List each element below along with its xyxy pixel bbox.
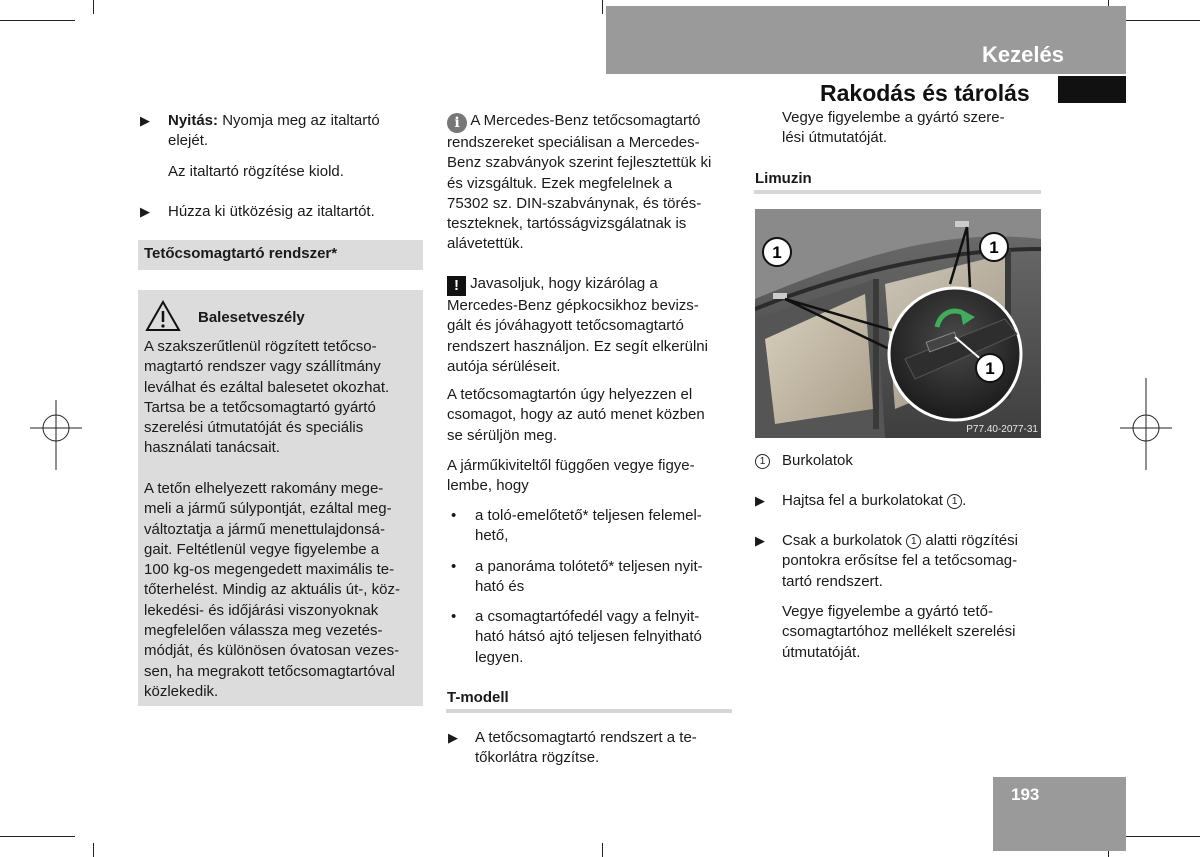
caution-line: autója sérüléseit. bbox=[447, 357, 561, 375]
caution-line: Javasoljuk, hogy kizárólag a bbox=[466, 275, 658, 292]
bullet-item bbox=[475, 607, 702, 668]
warning-title: Balesetveszély bbox=[198, 309, 305, 326]
figure-code: P77.40-2077-31 bbox=[966, 424, 1038, 435]
step-result: Az italtartó rögzítése kiold. bbox=[168, 163, 344, 180]
page-number: 193 bbox=[1011, 785, 1040, 804]
warning-paragraph-2 bbox=[144, 479, 400, 702]
chapter-header bbox=[606, 6, 1126, 74]
bullet-line: ható hátsó ajtó teljesen felnyitható bbox=[475, 628, 702, 646]
round-bullet-icon: • bbox=[451, 558, 457, 575]
load-paragraph bbox=[447, 385, 705, 446]
warning-line: tőterhelést. Mindig az aktuális út-, köz- bbox=[144, 581, 400, 599]
warning-line: sen, ha megrakott tetőcsomagtartóval bbox=[144, 662, 395, 680]
condition-line: lembe, hogy bbox=[447, 477, 529, 495]
caution-line: Mercedes-Benz gépkocsikhoz bevizs- bbox=[447, 297, 699, 314]
warning-triangle-icon bbox=[145, 300, 181, 332]
step-attach-text: Csak a burkolatok bbox=[782, 532, 907, 549]
crop-mark bbox=[93, 0, 94, 14]
warning-line: leválhat és ezáltal balesetet okozhat. bbox=[144, 378, 390, 396]
caution-line: rendszert használjon. Ez segít elkerülni bbox=[447, 337, 708, 355]
page-number-box bbox=[993, 777, 1126, 851]
condition-paragraph bbox=[447, 456, 695, 497]
bullet-line: legyen. bbox=[475, 648, 524, 666]
step-fold-text: Hajtsa fel a burkolatokat bbox=[782, 492, 948, 509]
callout-1-zoom: 1 bbox=[985, 359, 995, 378]
info-note bbox=[447, 111, 711, 255]
info-line: rendszereket speciálisan a Mercedes- bbox=[447, 134, 700, 151]
step-attach-rack bbox=[782, 531, 1018, 592]
bullet-line: a panoráma tolótető* teljesen nyit- bbox=[475, 558, 703, 575]
info-icon: i bbox=[447, 113, 467, 133]
step-arrow-icon: ▶ bbox=[448, 730, 458, 745]
limuzin-rule bbox=[754, 190, 1041, 194]
step-open-text: Nyomja meg az italtartó bbox=[218, 112, 380, 129]
bullet-line: a csomagtartófedél vagy a felnyit- bbox=[475, 608, 700, 625]
step-arrow-icon: ▶ bbox=[140, 113, 150, 128]
step-attach-text: pontokra erősítse fel a tetőcsomag- bbox=[782, 552, 1018, 570]
intro-line: lési útmutatóját. bbox=[782, 129, 888, 147]
t-modell-line: tőkorlátra rögzítse. bbox=[475, 749, 600, 767]
warning-line: A tetőn elhelyezett rakomány mege- bbox=[144, 480, 384, 497]
crop-mark bbox=[602, 843, 603, 857]
crop-mark bbox=[1125, 836, 1200, 837]
crop-mark bbox=[93, 843, 94, 857]
t-modell-rule bbox=[446, 709, 732, 713]
round-bullet-icon: • bbox=[451, 608, 457, 625]
warning-line: változtatja a jármű menettulajdonsá- bbox=[144, 520, 385, 538]
bullet-item bbox=[475, 506, 702, 547]
info-line: 75302 sz. DIN-szabványnak, és törés- bbox=[447, 194, 702, 212]
step-fold-covers bbox=[782, 491, 966, 511]
step-attach-text: alatti rögzítési bbox=[921, 532, 1018, 549]
section-tab-marker bbox=[1058, 76, 1126, 103]
t-modell-line: A tetőcsomagtartó rendszert a te- bbox=[475, 729, 697, 746]
step-arrow-icon: ▶ bbox=[755, 533, 765, 548]
warning-box bbox=[138, 290, 423, 706]
load-line: csomagot, hogy az autó menet közben bbox=[447, 406, 705, 424]
warning-line: módját, és különösen óvatosan vezes- bbox=[144, 642, 400, 660]
registration-mark-right bbox=[1120, 378, 1172, 470]
step-open-text: elejét. bbox=[168, 132, 209, 150]
warning-line: 100 kg-os megengedett maximális te- bbox=[144, 561, 395, 579]
limuzin-heading: Limuzin bbox=[755, 170, 812, 187]
info-line: teszteknek, tartósságvizsgálatnak is bbox=[447, 215, 687, 233]
warning-paragraph-1 bbox=[144, 337, 389, 459]
bullet-line: a toló-emelőtető* teljesen felemel- bbox=[475, 507, 702, 524]
warning-line: gait. Feltétlenül vegye figyelembe a bbox=[144, 540, 380, 558]
roof-rack-cover-figure bbox=[755, 209, 1041, 438]
round-bullet-icon: • bbox=[451, 507, 457, 524]
info-line: A Mercedes-Benz tetőcsomagtartó bbox=[467, 112, 701, 129]
warning-line: megfelelően válassza meg vezetés- bbox=[144, 622, 383, 640]
crop-mark bbox=[0, 20, 75, 21]
legend-number: 1 bbox=[755, 454, 770, 469]
warning-line: A szakszerűtlenül rögzített tetőcso- bbox=[144, 338, 377, 355]
step-pull: Húzza ki ütközésig az italtartót. bbox=[168, 203, 375, 220]
info-line: és vizsgáltuk. Ezek megfelelnek a bbox=[447, 174, 673, 192]
warning-line: magtartó rendszer vagy szállítmány bbox=[144, 358, 381, 376]
caution-note bbox=[447, 274, 708, 377]
manual-note-line: Vegye figyelembe a gyártó tető- bbox=[782, 603, 993, 620]
warning-line: közlekedik. bbox=[144, 682, 219, 700]
section-title: Rakodás és tárolás bbox=[820, 80, 1030, 106]
t-modell-step bbox=[475, 728, 697, 769]
legend-text: Burkolatok bbox=[782, 452, 853, 469]
t-modell-heading: T-modell bbox=[447, 689, 509, 706]
registration-mark-left bbox=[30, 400, 82, 470]
step-fold-text: . bbox=[962, 492, 967, 509]
chapter-title: Kezelés bbox=[982, 42, 1064, 67]
exclamation-icon: ! bbox=[447, 276, 466, 296]
inline-number: 1 bbox=[947, 494, 962, 509]
callout-1-left: 1 bbox=[772, 243, 782, 262]
crop-mark bbox=[602, 0, 603, 14]
step-arrow-icon: ▶ bbox=[755, 493, 765, 508]
warning-line: használati tanácsait. bbox=[144, 439, 280, 457]
info-line: alávetettük. bbox=[447, 235, 524, 253]
intro-note bbox=[782, 108, 1005, 149]
warning-line: lekedési- és időjárási viszonyoknak bbox=[144, 601, 379, 619]
warning-line: meli a jármű súlypontját, ezáltal meg- bbox=[144, 500, 392, 518]
step-open bbox=[168, 111, 380, 152]
crop-mark bbox=[1125, 20, 1200, 21]
warning-line: szerelési útmutatóját és speciális bbox=[144, 419, 364, 437]
manual-note-line: útmutatóját. bbox=[782, 643, 861, 661]
info-line: Benz szabványok szerint fejlesztettük ki bbox=[447, 154, 712, 172]
load-line: A tetőcsomagtartón úgy helyezzen el bbox=[447, 386, 693, 403]
warning-line: Tartsa be a tetőcsomagtartó gyártó bbox=[144, 398, 376, 416]
step-open-label: Nyitás: bbox=[168, 112, 219, 129]
roof-rack-heading bbox=[138, 240, 423, 270]
legend-item bbox=[755, 451, 770, 471]
bullet-line: ható és bbox=[475, 578, 525, 596]
bullet-line: hető, bbox=[475, 527, 509, 545]
callout-1-top: 1 bbox=[989, 238, 999, 257]
inline-number: 1 bbox=[906, 534, 921, 549]
crop-mark bbox=[0, 836, 75, 837]
bullet-item bbox=[475, 557, 703, 598]
intro-line: Vegye figyelembe a gyártó szere- bbox=[782, 109, 1005, 126]
roof-rack-heading-text: Tetőcsomagtartó rendszer* bbox=[144, 245, 338, 262]
manual-note bbox=[782, 602, 1015, 663]
caution-line: gált és jóváhagyott tetőcsomagtartó bbox=[447, 317, 684, 335]
manual-note-line: csomagtartóhoz mellékelt szerelési bbox=[782, 623, 1016, 641]
step-attach-text: tartó rendszert. bbox=[782, 572, 883, 590]
condition-line: A járműkiviteltől függően vegye figye- bbox=[447, 457, 695, 474]
step-arrow-icon: ▶ bbox=[140, 204, 150, 219]
load-line: se sérüljön meg. bbox=[447, 426, 558, 444]
